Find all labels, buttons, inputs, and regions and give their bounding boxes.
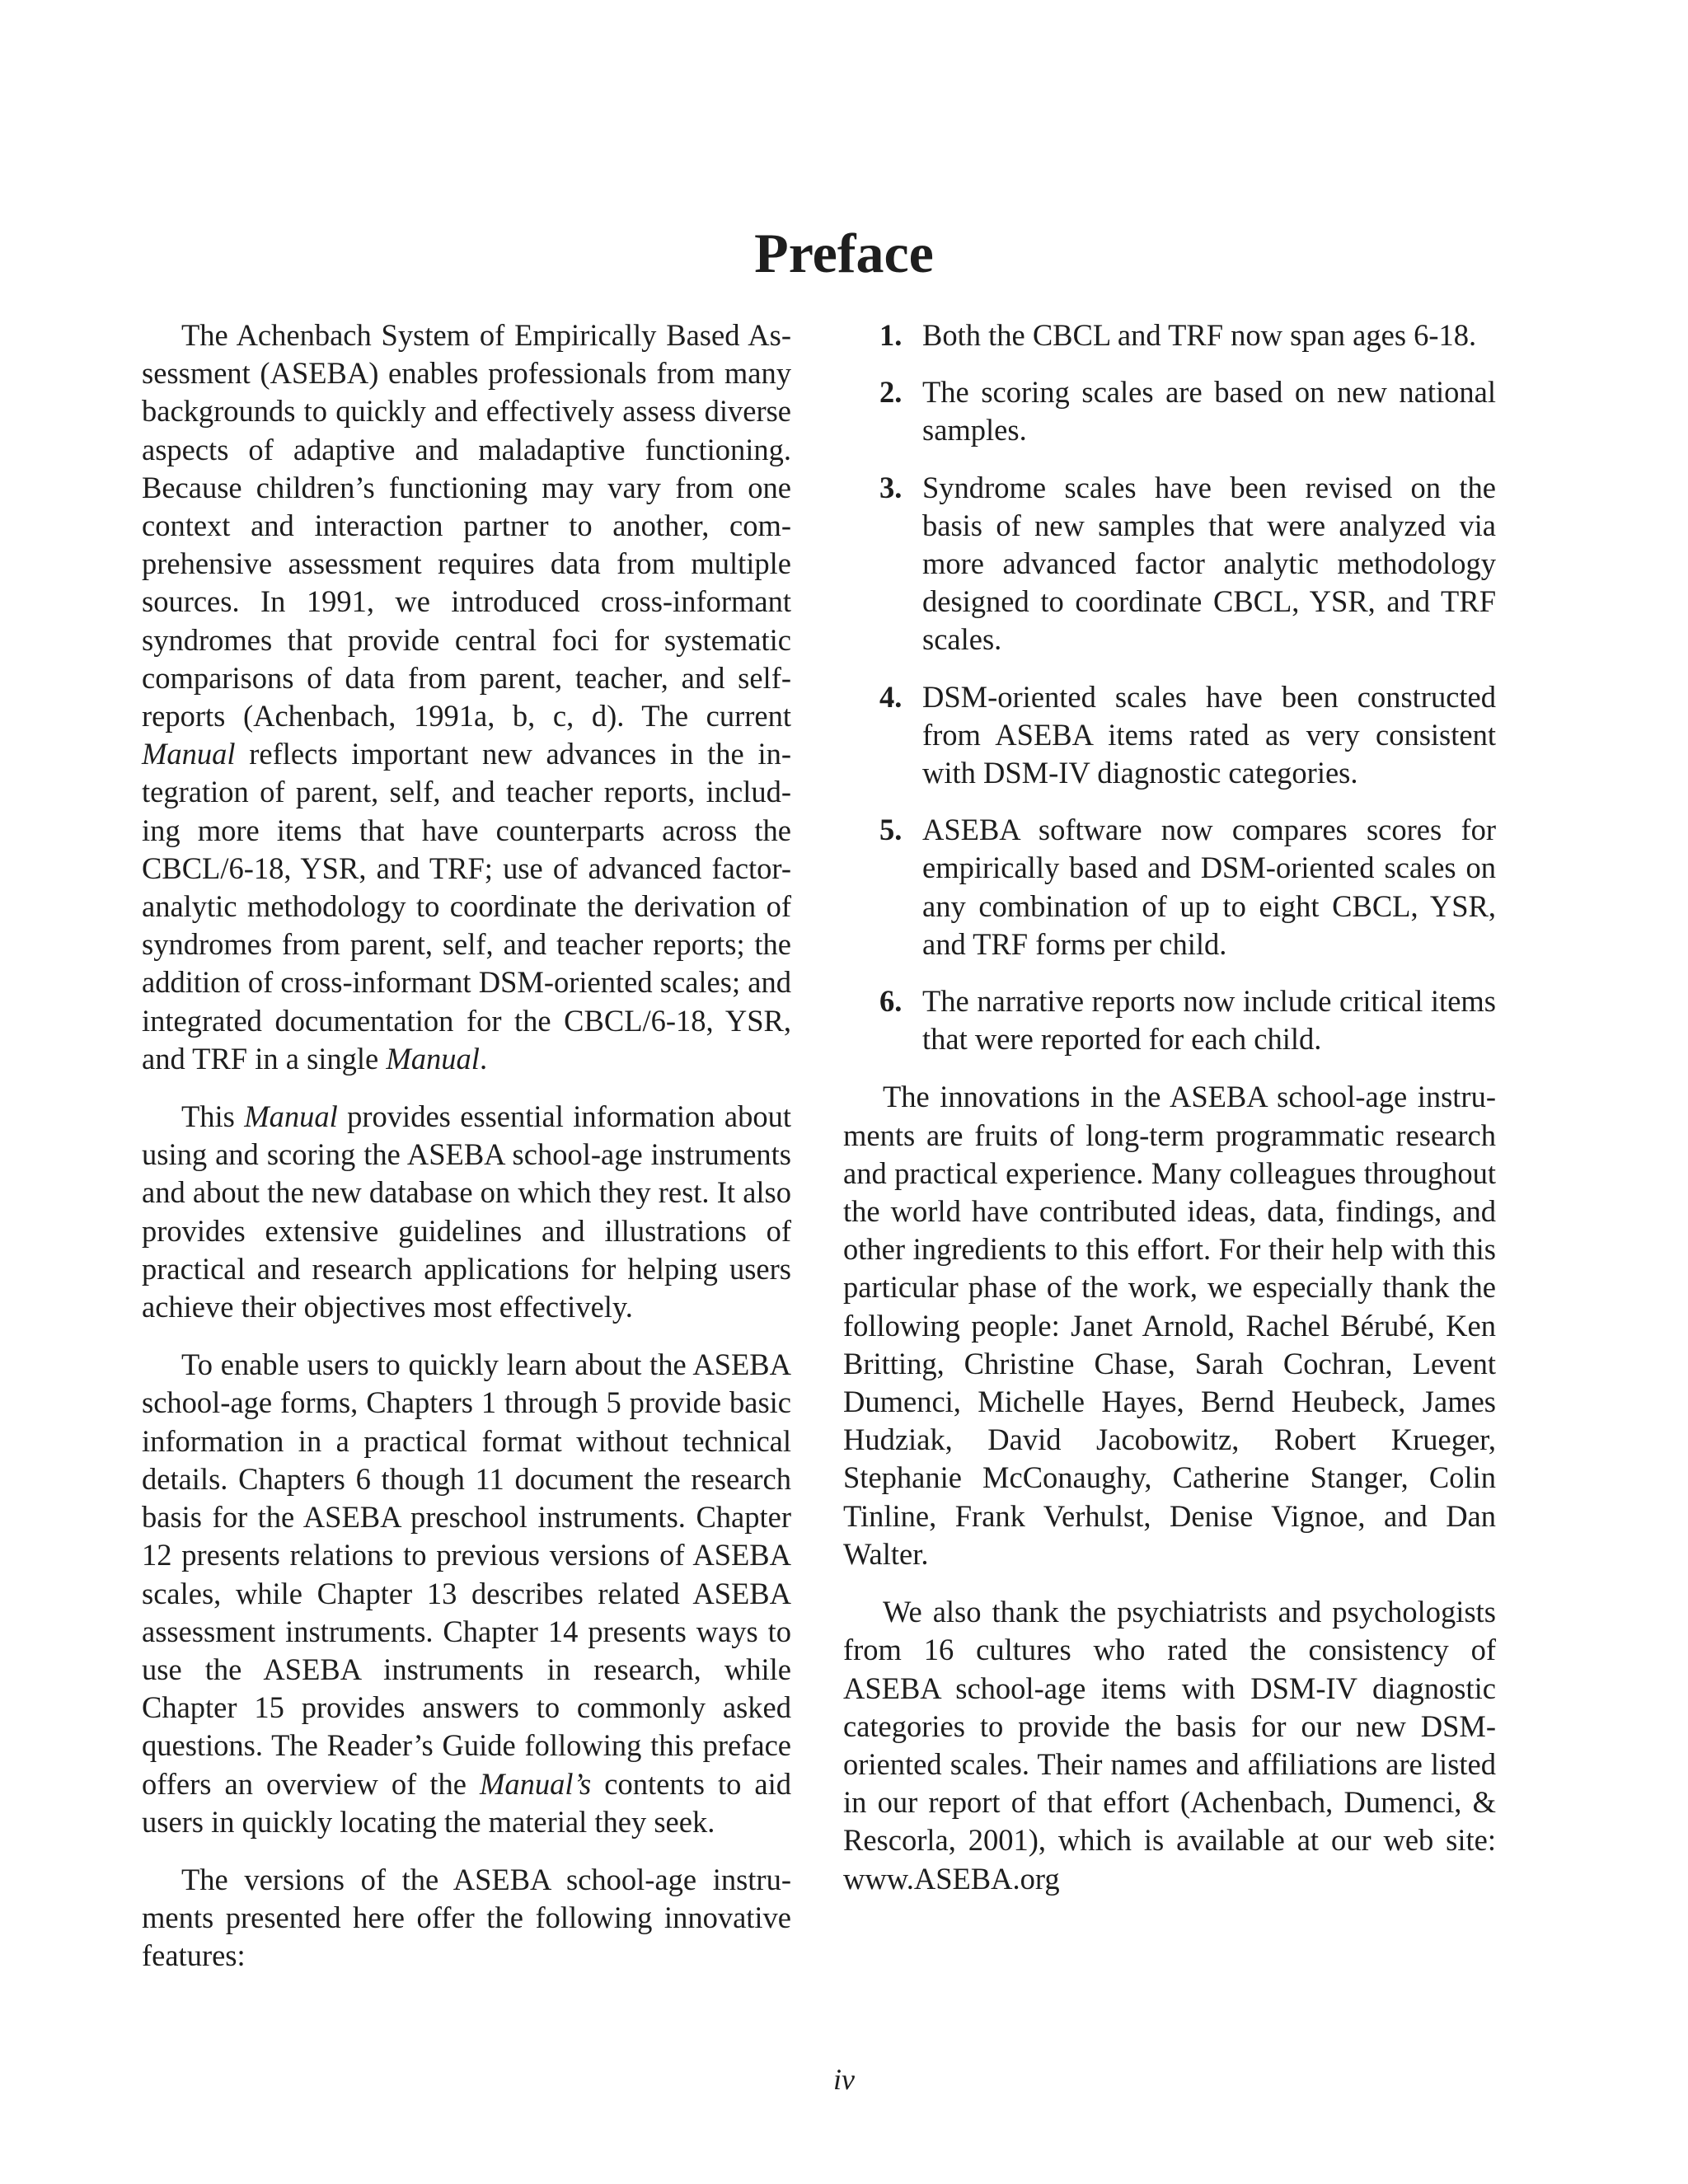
text-run: provides essential information about using and scoring the ASEBA school-age instruments and about the new database on which they rest. It also provides extensive guidelines and illustrations of practical and research applications for helping users achieve their objectives most effectively.: [142, 1099, 791, 1324]
feature-text: ASEBA software now compares scores for empirically based and DSM-oriented scales on any combination of up to eight CBCL, YSR, and TRF forms per child.: [922, 813, 1496, 961]
feature-item: [843, 678, 1496, 793]
feature-item: [843, 811, 1496, 963]
feature-number: 4.: [879, 679, 903, 714]
feature-text: The scoring scales are based on new national samples.: [922, 375, 1496, 448]
manual-italic: Manual: [244, 1099, 338, 1134]
text-run: The Achenbach System of Empirically Based Assessment (ASEBA) enables professionals from many backgrounds to quickly and effectively assess diverse aspects of adaptive and maladaptive functioning. Because children’s functioning may vary from one context and interaction partner to another, comprehensive assessment requires data from multiple sources. In 1991, we introduced cross-informant syndromes that provide central foci for systematic comparisons of data from parent, teacher, and self-reports (Achenbach, 1991a, b, c, d). The current: [142, 318, 791, 733]
feature-text: Both the CBCL and TRF now span ages 6-18.: [922, 318, 1477, 352]
feature-text: The narrative reports now include critical items that were reported for each child.: [922, 984, 1496, 1057]
versions-paragraph: The versions of the ASEBA school-age instruments presented here offer the following innovative features:: [142, 1862, 791, 1973]
manual-italic: Manual’s: [480, 1766, 592, 1801]
text-run: reflects important new advances in the integration of parent, self, and teacher reports, including more items that have counterparts across the CBCL/6-18, YSR, and TRF; use of advanced factor-analytic methodology to coordinate the derivation of syndromes from parent, self, and teacher reports; the addition of cross-informant DSM-oriented scales; and integrated documentation for the CBCL/6-18, YSR, and TRF in a single: [142, 737, 791, 1076]
feature-number: 5.: [879, 813, 903, 847]
feature-item: [843, 316, 1496, 354]
feature-number: 2.: [879, 375, 903, 410]
text-run: contents to aid users in quickly locating the material they seek.: [142, 1766, 791, 1839]
intro-paragraph: [142, 316, 791, 1078]
feature-number: 1.: [879, 318, 903, 352]
right-column: [843, 316, 1496, 1918]
page-number: iv: [833, 2063, 855, 2096]
feature-text: DSM-oriented scales have been constructed from ASEBA items rated as very consistent with DSM-IV diagnostic categories.: [922, 679, 1496, 790]
feature-item: [843, 982, 1496, 1058]
innovations-paragraph: The innovations in the ASEBA school-age instruments are fruits of long-term programmatic research and practical experience. Many colleagues throughout the world have contributed ideas, data, findings, and other ingredients to this effort. For their help with this particular phase of the work, we especially thank the following people: Janet Arnold, Rachel Bérubé, Ken Britting, Christine Chase, Sarah Cochran, Levent Dumenci, Michelle Hayes, Bernd Heubeck, James Hudziak, David Jacobowitz, Robert Krueger, Stephanie McConaughy, Catherine Stanger, Colin Tinline, Frank Verhulst, Denise Vignoe, and Dan Walter.: [843, 1080, 1496, 1571]
text-run: This: [181, 1099, 245, 1134]
feature-number: 3.: [879, 470, 903, 504]
left-column: [142, 316, 791, 1995]
feature-number: 6.: [879, 984, 903, 1019]
text-run: To enable users to quickly learn about the ASEBA school-age forms, Chapters 1 through 5 provide basic information in a practical format without technical details. Chapters 6 though 11 document the research basis for the ASEBA preschool instruments. Chapter 12 presents relations to previous versions of ASEBA scales, while Chapter 13 describes related ASEBA assessment instruments. Chapter 14 presents ways to use the ASEBA instruments in research, while Chapter 15 provides answers to commonly asked questions. The Reader’s Guide following this preface offers an overview of the: [142, 1347, 791, 1801]
chapters-paragraph: [142, 1346, 791, 1841]
manual-italic: Manual: [142, 737, 236, 771]
manual-info-paragraph: [142, 1098, 791, 1326]
feature-item: [843, 469, 1496, 659]
text-run: .: [479, 1041, 488, 1076]
manual-italic: Manual: [386, 1041, 480, 1076]
features-list: [843, 316, 1496, 1058]
feature-text: Syndrome scales have been revised on the basis of new samples that were analyzed via more advanced factor analytic methodology designed to coordinate CBCL, YSR, and TRF scales.: [922, 470, 1496, 657]
page-title: Preface: [754, 222, 934, 284]
thanks-paragraph: We also thank the psychiatrists and psychologists from 16 cultures who rated the consistency of ASEBA school-age items with DSM-IV diagnostic categories to provide the basis for our new DSM-oriented scales. Their names and affiliations are listed in our report of that effort (Achenbach, Dumenci, & Rescorla, 2001), which is available at our web site: www.ASEBA.org: [843, 1595, 1496, 1896]
feature-item: [843, 373, 1496, 449]
